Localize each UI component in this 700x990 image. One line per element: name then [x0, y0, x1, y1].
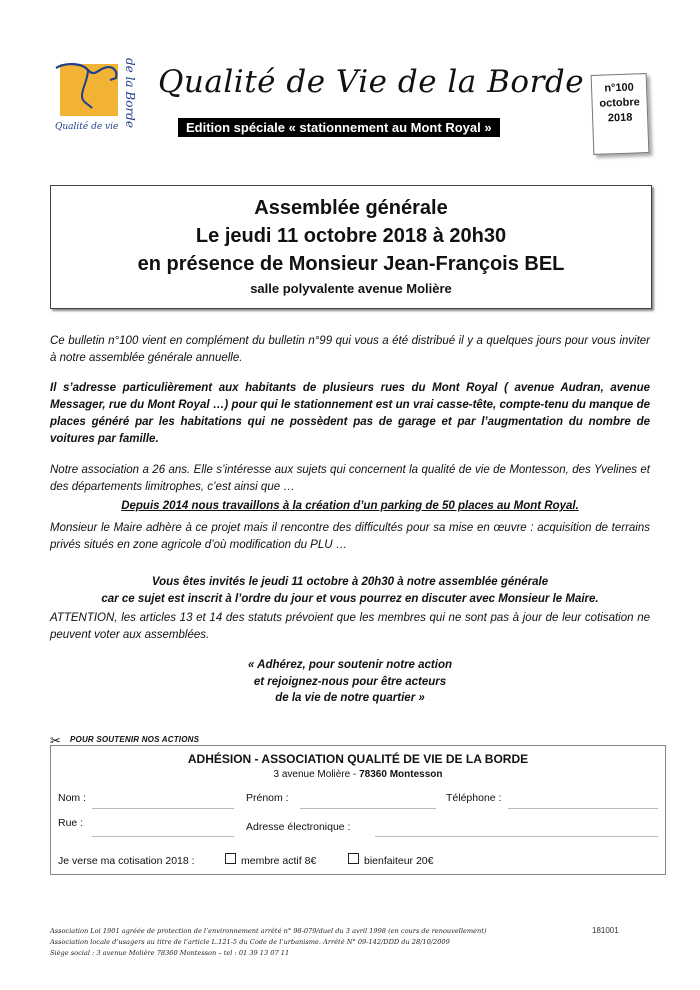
- title-box: [50, 185, 652, 309]
- rue-label: Rue :: [58, 817, 84, 829]
- email-field[interactable]: [375, 836, 658, 837]
- nom-field[interactable]: [92, 808, 234, 809]
- footer-line-3: Siège social : 3 avenue Molière 78360 Montesson – tel : 01 39 13 07 11: [50, 949, 290, 957]
- invitation-line-1: Vous êtes invités le jeudi 11 octobre à 20h30 à notre assemblée générale: [151, 576, 549, 588]
- form-address-street: 3 avenue Molière -: [273, 769, 360, 780]
- logo-vertical-text: de la Borde: [123, 58, 137, 128]
- title-line-4: salle polyvalente avenue Molière: [250, 281, 452, 296]
- rue-field[interactable]: [92, 836, 234, 837]
- paragraph-parking-issue: Il s’adresse particulièrement aux habitants de plusieurs rues du Mont Royal ( avenue Audran, avenue Messager, rue du Mont Royal …) pour qui le stationnement est un vrai casse-tête, compte-tenu du manque de places généré par les habitations qui ne possèdent pas de garage et par l’augmentation du nombre de voitures par famille.: [50, 382, 650, 445]
- title-line-2: Le jeudi 11 octobre 2018 à 20h30: [195, 225, 507, 247]
- brand-title: Qualité de Vie de la Borde: [158, 64, 585, 100]
- email-label: Adresse électronique :: [246, 821, 351, 833]
- quote-line-1: « Adhérez, pour soutenir notre action: [247, 659, 453, 671]
- paragraph-intro: Ce bulletin n°100 vient en complément du bulletin n°99 qui vous a été distribué il y a quelques jours pour vous inviter à notre assemblée générale annuelle.: [50, 335, 650, 364]
- scissors-icon: ✂: [50, 733, 61, 748]
- cotisation-label: Je verse ma cotisation 2018 :: [58, 855, 195, 867]
- issue-number: n°100: [604, 81, 635, 95]
- form-address: [50, 769, 666, 780]
- quote-line-3: de la vie de notre quartier »: [275, 692, 425, 704]
- issue-badge: [591, 73, 650, 155]
- paragraph-mayor: Monsieur le Maire adhère à ce projet mais il rencontre des difficultés pour sa mise en œuvre : acquisition de terrains privés situés en zone agricole d’où modification du PLU …: [50, 522, 650, 551]
- prenom-field[interactable]: [300, 808, 436, 809]
- paragraph-association: Notre association a 26 ans. Elle s’intéresse aux sujets qui concernent la qualité de vie de Montesson, des Yvelines et des départements limitrophes, c’est ainsi que …: [50, 464, 650, 493]
- telephone-field[interactable]: [508, 808, 658, 809]
- edition-banner: Edition spéciale « stationnement au Mont Royal »: [178, 118, 500, 137]
- membre-actif-checkbox[interactable]: [225, 853, 236, 864]
- logo-bottom-text: Qualité de vie: [55, 122, 119, 132]
- membre-actif-label: membre actif 8€: [241, 855, 317, 867]
- paragraph-attention: ATTENTION, les articles 13 et 14 des statuts prévoient que les membres qui ne sont pas à jour de leur cotisation ne peuvent voter aux assemblées.: [50, 612, 650, 641]
- paragraph-parking-project: Depuis 2014 nous travaillons à la création d’un parking de 50 places au Mont Royal.: [121, 500, 579, 512]
- nom-label: Nom :: [58, 792, 87, 804]
- telephone-label: Téléphone :: [446, 792, 502, 804]
- title-line-1: Assemblée générale: [254, 197, 448, 219]
- bienfaiteur-checkbox[interactable]: [348, 853, 359, 864]
- prenom-label: Prénom :: [246, 792, 289, 804]
- invitation-line-2: car ce sujet est inscrit à l’ordre du jour et vous pourrez en discuter avec Monsieur le Maire.: [101, 593, 599, 605]
- title-line-3: en présence de Monsieur Jean-François BEL: [137, 253, 565, 275]
- form-address-city: 78360 Montesson: [359, 769, 443, 780]
- support-label: POUR SOUTENIR NOS ACTIONS: [70, 735, 200, 744]
- footer-line-1: Association Loi 1901 agréée de protection de l’environnement arrêté n° 98-079/duel du 3 avril 1998 (en cours de renouvellement): [50, 927, 487, 935]
- footer-line-2: Association locale d’usagers au titre de l’article L.121-5 du Code de l’urbanisme. Arrêté N° 09-142/DDD du 28/10/2009: [50, 938, 450, 946]
- issue-month: octobre: [599, 96, 640, 110]
- issue-year: 2018: [607, 111, 633, 125]
- bienfaiteur-label: bienfaiteur 20€: [364, 855, 434, 867]
- form-title: ADHÉSION - ASSOCIATION QUALITÉ DE VIE DE LA BORDE: [187, 752, 529, 766]
- quote-line-2: et rejoignez-nous pour être acteurs: [253, 676, 447, 688]
- document-code: 181001: [592, 926, 619, 935]
